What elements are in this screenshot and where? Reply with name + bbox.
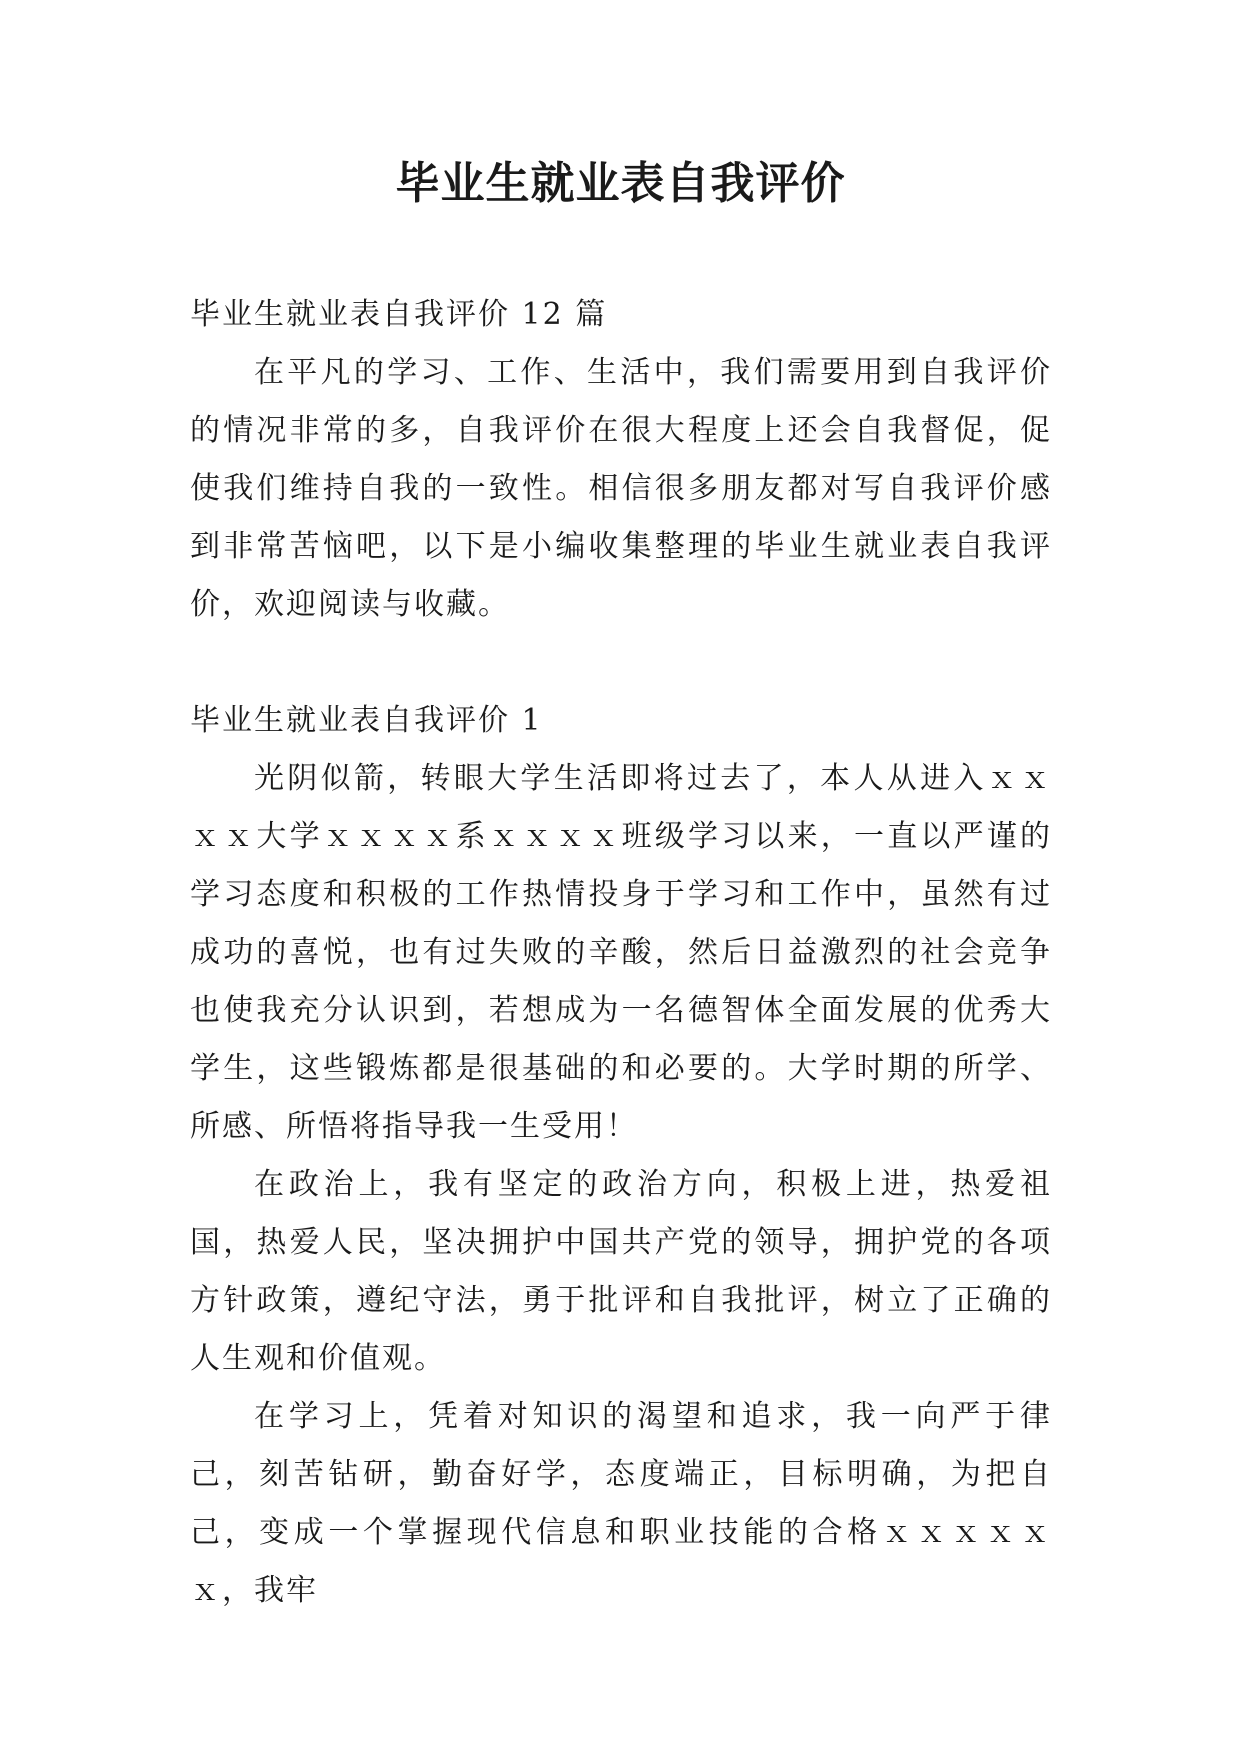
section-heading: 毕业生就业表自我评价 1 (190, 703, 543, 738)
document-subtitle: 毕业生就业表自我评价 12 篇 (190, 297, 608, 332)
document-title: 毕业生就业表自我评价 (395, 158, 846, 209)
document-body (190, 286, 1052, 1620)
intro-paragraph: 在平凡的学习、工作、生活中，我们需要用到自我评价的情况非常的多，自我评价在很大程度上还会自我督促，促使我们维持自我的一致性。相信很多朋友都对写自我评价感到非常苦恼吧，以下是小编收集整理的毕业生就业表自我评价，欢迎阅读与收藏。 (190, 355, 1052, 622)
body-paragraph-1: 光阴似箭，转眼大学生活即将过去了，本人从进入ｘｘｘｘ大学ｘｘｘｘ系ｘｘｘｘ班级学习以来，一直以严谨的学习态度和积极的工作热情投身于学习和工作中，虽然有过成功的喜悦，也有过失败的辛酸，然后日益激烈的社会竞争也使我充分认识到，若想成为一名德智体全面发展的优秀大学生，这些锻炼都是很基础的和必要的。大学时期的所学、所感、所悟将指导我一生受用！ (190, 761, 1052, 1144)
body-paragraph-3: 在学习上，凭着对知识的渴望和追求，我一向严于律己，刻苦钻研，勤奋好学，态度端正，目标明确，为把自己，变成一个掌握现代信息和职业技能的合格ｘｘｘｘｘｘ，我牢 (190, 1399, 1052, 1608)
section-spacer (190, 634, 1052, 692)
body-paragraph-2: 在政治上，我有坚定的政治方向，积极上进，热爱祖国，热爱人民，坚决拥护中国共产党的领导，拥护党的各项方针政策，遵纪守法，勇于批评和自我批评，树立了正确的人生观和价值观。 (190, 1167, 1052, 1376)
